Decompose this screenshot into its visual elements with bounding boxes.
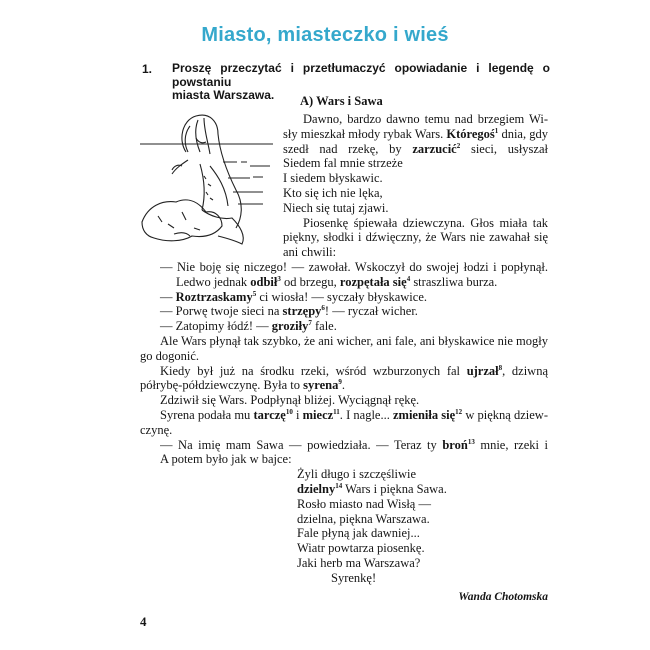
story-line: [160, 260, 548, 275]
footnote-marker: 9: [338, 378, 342, 387]
text-segment: Syrena podała mu: [160, 408, 254, 422]
text-segment: mnie, rzeki i: [480, 437, 548, 452]
glossary-word: odbił: [250, 274, 278, 289]
text-segment: szedł nad rzekę, by: [283, 141, 413, 156]
story-line: [160, 364, 548, 379]
text-segment: . I nagle...: [339, 408, 393, 422]
glossary-word: ujrzał: [466, 363, 499, 378]
text-segment: dzielna, piękna Warszawa.: [297, 511, 430, 526]
poem-line: [331, 571, 376, 586]
text-segment: straszliwa burza.: [410, 274, 498, 289]
text-segment: Fale płyną jak dawniej...: [297, 526, 420, 541]
text-segment: Kto się ich nie lęka,: [283, 186, 383, 200]
story-line: [176, 275, 548, 290]
story-line: [160, 438, 548, 453]
song-line: [283, 171, 548, 186]
text-segment: dnia, gdy: [498, 126, 548, 141]
footnote-marker: 4: [406, 274, 411, 283]
glossary-word: groziły: [271, 319, 309, 334]
poem-line: [297, 482, 447, 497]
glossary-word: dzielny: [297, 482, 336, 496]
footnote-marker: 7: [308, 319, 312, 328]
footnote-marker: 14: [335, 482, 343, 490]
author-name: Wanda Chotomska: [458, 591, 548, 603]
story-line: [160, 290, 548, 305]
glossary-word: miecz: [302, 408, 334, 422]
glossary-word: Roztrzaskamy: [175, 289, 253, 304]
mermaid-illustration: [138, 104, 278, 249]
glossary-word: strzępy: [282, 304, 322, 319]
text-segment: Ale Wars płynął tak szybko, że ani wicher, ani fale, ani błyskawice nie mogły: [160, 334, 548, 348]
page-number: 4: [140, 614, 147, 629]
poem-line: [297, 541, 425, 556]
song-line: [283, 186, 548, 201]
story-line: [160, 452, 548, 467]
task-instruction-line: Proszę przeczytać i przetłumaczyć opowiadanie i legendę o powstaniu: [172, 61, 550, 89]
text-segment: go dogonić.: [140, 348, 200, 363]
glossary-word: tarczę: [253, 408, 286, 422]
text-segment: fale.: [311, 319, 337, 334]
story-line: [140, 423, 548, 438]
text-segment: Ledwo jednak: [176, 274, 251, 289]
text-segment: półrybę-półdziewczynę. Była to: [140, 378, 304, 393]
glossary-word: broń: [442, 437, 468, 452]
text-segment: Syrenkę!: [331, 570, 377, 585]
footnote-marker: 1: [494, 126, 499, 135]
text-segment: ! — ryczał wicher.: [324, 304, 418, 319]
story-line: [160, 393, 548, 408]
task-number: 1.: [142, 62, 153, 76]
story-line: [160, 408, 548, 423]
story-line: [140, 349, 548, 364]
footnote-marker: 3: [277, 274, 281, 283]
text-segment: Kiedy był już na środku rzeki, wśród wzburzonych fal: [160, 363, 467, 378]
text-segment: piękny, słodki i dźwięczny, że Wars nie zawahał się: [283, 230, 548, 245]
glossary-word: syrena: [303, 378, 339, 393]
text-segment: Piosenkę śpiewała dziewczyna. Głos miała tak: [303, 215, 548, 230]
poem-line: [297, 556, 420, 571]
story-line: [303, 112, 548, 127]
text-segment: — Na imię mam Sawa — powiedziała. — Teraz ty: [160, 437, 443, 452]
text-segment: sieci, usłyszał: [470, 141, 548, 156]
poem-line: [297, 497, 431, 512]
glossary-word: zmieniła się: [393, 408, 456, 422]
task-instruction-line: miasta Warszawa.: [172, 88, 275, 102]
text-segment: Jaki herb ma Warszawa?: [297, 556, 421, 570]
text-segment: Dawno, bardzo dawno temu nad brzegiem Wi-: [303, 112, 548, 126]
text-segment: — Zatopimy łódź! —: [160, 319, 272, 334]
text-segment: Rosło miasto nad Wisłą —: [297, 496, 431, 511]
poem-line: [297, 467, 416, 482]
text-segment: Niech się tutaj zjawi.: [283, 200, 389, 215]
text-segment: — Porwę twoje sieci na: [160, 304, 283, 319]
glossary-word: Któregoś: [446, 126, 495, 141]
story-line: [283, 142, 548, 157]
song-line: [283, 156, 548, 171]
footnote-marker: 6: [321, 304, 325, 313]
footnote-marker: 8: [498, 363, 503, 372]
text-segment: i: [292, 408, 303, 422]
story-line: [283, 245, 548, 260]
story-line: [160, 319, 548, 334]
story-heading: A) Wars i Sawa: [300, 94, 383, 108]
poem-line: [297, 512, 430, 527]
story-line: [303, 216, 548, 231]
story-line: [160, 334, 548, 349]
song-line: [283, 201, 548, 216]
text-segment: —: [160, 289, 176, 304]
story-line: [160, 304, 548, 319]
text-segment: sły mieszkał młody rybak Wars.: [283, 126, 447, 141]
text-segment: czynę.: [140, 422, 173, 437]
footnote-marker: 11: [333, 408, 340, 416]
text-segment: — Nie boję się niczego! — zawołał. Wskoczył do swojej łodzi i popłynął.: [160, 260, 548, 274]
glossary-word: zarzucić: [412, 141, 457, 156]
text-segment: Wiatr powtarza piosenkę.: [297, 541, 425, 556]
footnote-marker: 5: [252, 289, 257, 298]
text-segment: Zdziwił się Wars. Podpłynął bliżej. Wyciągnął rękę.: [160, 393, 420, 408]
footnote-marker: 13: [467, 437, 475, 446]
text-segment: od brzegu,: [280, 274, 340, 289]
glossary-word: rozpętała się: [339, 274, 407, 289]
text-segment: I siedem błyskawic.: [283, 171, 383, 186]
text-segment: Siedem fal mnie strzeże: [283, 156, 403, 171]
text-segment: A potem było jak w bajce:: [160, 452, 292, 467]
text-segment: ci wiosła! — syczały błyskawice.: [256, 289, 427, 304]
text-segment: ani chwili:: [283, 245, 337, 260]
footnote-marker: 2: [456, 141, 461, 150]
text-segment: Wars i piękna Sawa.: [342, 482, 447, 496]
story-line: [283, 230, 548, 245]
story-line: [140, 378, 548, 393]
footnote-marker: 12: [455, 408, 463, 416]
page-title: Miasto, miasteczko i wieś: [201, 24, 449, 46]
text-segment: .: [341, 378, 345, 393]
story-line: [283, 127, 548, 142]
text-segment: Żyli długo i szczęśliwie: [297, 467, 417, 482]
footnote-marker: 10: [285, 408, 293, 416]
text-segment: w piękną dziew-: [462, 408, 548, 422]
text-segment: , dziwną: [502, 363, 548, 378]
poem-line: [297, 526, 420, 541]
